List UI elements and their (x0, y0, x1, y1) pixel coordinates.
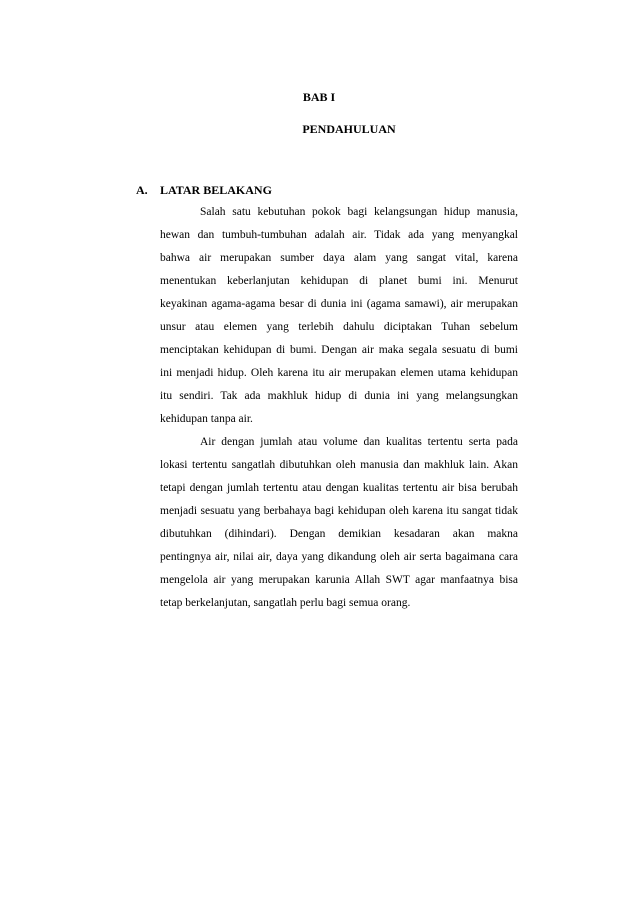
section-heading (136, 182, 272, 198)
paragraph-1-line: hewan dan tumbuh-tumbuhan adalah air. Tidak ada yang menyangkal (160, 229, 518, 241)
paragraph-2-line: menjadi sesuatu yang berbahaya bagi kehidupan oleh karena itu sangat tidak (160, 505, 518, 517)
paragraph-2-line: tetapi dengan jumlah tertentu atau dengan kualitas tertentu air bisa berubah (160, 482, 518, 494)
paragraph-1-line: keyakinan agama-agama besar di dunia ini (agama samawi), air merupakan (160, 298, 518, 310)
chapter-title: PENDAHULUAN (302, 122, 396, 136)
section-title: LATAR BELAKANG (160, 183, 272, 197)
paragraph-2-line: pentingnya air, nilai air, daya yang dikandung oleh air serta bagaimana cara (160, 551, 518, 563)
section-letter: A. (136, 183, 148, 197)
chapter-number: BAB I (302, 90, 336, 104)
paragraph-1-line: ini menjadi hidup. Oleh karena itu air merupakan elemen utama kehidupan (160, 367, 518, 379)
paragraph-1-line: bahwa air merupakan sumber daya alam yang sangat vital, karena (160, 252, 518, 264)
paragraph-1-line: menciptakan kehidupan di bumi. Dengan air maka segala sesuatu di bumi (160, 344, 518, 356)
paragraph-1-line: kehidupan tanpa air. (160, 413, 253, 425)
paragraph-1-line: Salah satu kebutuhan pokok bagi kelangsungan hidup manusia, (200, 206, 518, 218)
paragraph-2-line: Air dengan jumlah atau volume dan kualitas tertentu serta pada (200, 436, 518, 448)
paragraph-2-line: dibutuhkan (dihindari). Dengan demikian kesadaran akan makna (160, 528, 518, 540)
paragraph-1-line: itu sendiri. Tak ada makhluk hidup di dunia ini yang melangsungkan (160, 390, 518, 402)
paragraph-1-line: unsur atau elemen yang terlebih dahulu diciptakan Tuhan sebelum (160, 321, 518, 333)
paragraph-2-line: mengelola air yang merupakan karunia Allah SWT agar manfaatnya bisa (160, 574, 518, 586)
paragraph-1-line: menentukan keberlanjutan kehidupan di planet bumi ini. Menurut (160, 275, 518, 287)
paragraph-2-line: tetap berkelanjutan, sangatlah perlu bagi semua orang. (160, 597, 411, 609)
paragraph-2-line: lokasi tertentu sangatlah dibutuhkan oleh manusia dan makhluk lain. Akan (160, 459, 518, 471)
